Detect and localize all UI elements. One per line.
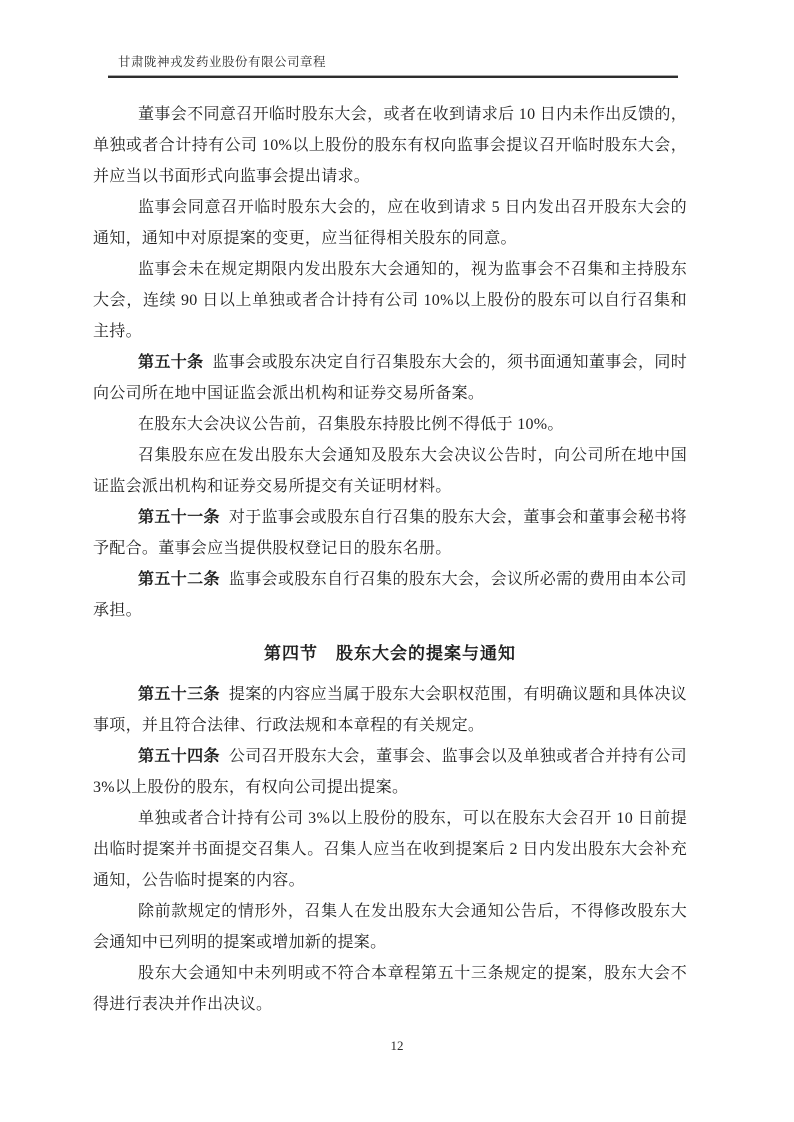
paragraph-text: 股东大会通知中未列明或不符合本章程第五十三条规定的提案，股东大会不得进行表决并作出决议。 [93,965,687,1013]
paragraph [93,347,687,409]
paragraph-text: 单独或者合计持有公司 3%以上股份的股东，可以在股东大会召开 10 日前提出临时提案并书面提交召集人。召集人应当在收到提案后 2 日内发出股东大会补充通知，公告临时提案的内容。 [93,810,687,889]
page-header [108,52,678,78]
paragraph-text: 监事会或股东决定自行召集股东大会的，须书面通知董事会，同时向公司所在地中国证监会派出机构和证券交易所备案。 [93,354,688,402]
article-number: 第五十四条 [138,748,220,765]
paragraph [93,741,687,803]
paragraph-text: 在股东大会决议公告前，召集股东持股比例不得低于 10%。 [138,416,564,433]
article-number: 第五十一条 [138,509,220,526]
header-rule-dark [108,76,678,78]
paragraph-text: 除前款规定的情形外，召集人在发出股东大会通知公告后，不得修改股东大会通知中已列明的提案或增加新的提案。 [93,903,687,951]
paragraph [93,440,687,502]
paragraph-text: 监事会或股东自行召集的股东大会，会议所必需的费用由本公司承担。 [93,571,687,619]
article-number: 第五十三条 [138,686,220,703]
paragraph-text: 董事会不同意召开临时股东大会，或者在收到请求后 10 日内未作出反馈的，单独或者合计持有公司 10%以上股份的股东有权向监事会提议召开临时股东大会，并应当以书面形式向监事会提出请求。 [93,106,687,185]
header-rule [108,75,678,78]
paragraph-text: 对于监事会或股东自行召集的股东大会，董事会和董事会秘书将予配合。董事会应当提供股权登记日的股东名册。 [93,509,687,557]
paragraph-text: 监事会同意召开临时股东大会的，应在收到请求 5 日内发出召开股东大会的通知，通知中对原提案的变更，应当征得相关股东的同意。 [93,199,687,247]
paragraph-text: 召集股东应在发出股东大会通知及股东大会决议公告时，向公司所在地中国证监会派出机构和证券交易所提交有关证明材料。 [93,447,687,495]
paragraph [93,803,687,896]
article-number: 第五十二条 [138,571,220,588]
paragraph [93,502,687,564]
paragraph [93,679,687,741]
paragraph-text: 监事会未在规定期限内发出股东大会通知的，视为监事会不召集和主持股东大会，连续 90 日以上单独或者合计持有公司 10%以上股份的股东可以自行召集和主持。 [93,261,687,340]
page-footer [0,1038,794,1054]
paragraph-text: 公司召开股东大会，董事会、监事会以及单独或者合并持有公司 3%以上股份的股东，有权向公司提出提案。 [93,748,687,796]
page-number: 12 [390,1038,404,1053]
document-body [93,99,687,1020]
paragraph [93,896,687,958]
section-heading [93,638,687,669]
paragraph [93,254,687,347]
paragraph [93,99,687,192]
header-title: 甘肃陇神戎发药业股份有限公司章程 [118,55,327,69]
article-number: 第五十条 [138,354,204,371]
paragraph-text: 提案的内容应当属于股东大会职权范围，有明确议题和具体决议事项，并且符合法律、行政法规和本章程的有关规定。 [93,686,687,734]
paragraph [93,409,687,440]
paragraph [93,958,687,1020]
paragraph [93,192,687,254]
paragraph [93,564,687,626]
section-heading-text: 第四节 股东大会的提案与通知 [264,644,516,663]
